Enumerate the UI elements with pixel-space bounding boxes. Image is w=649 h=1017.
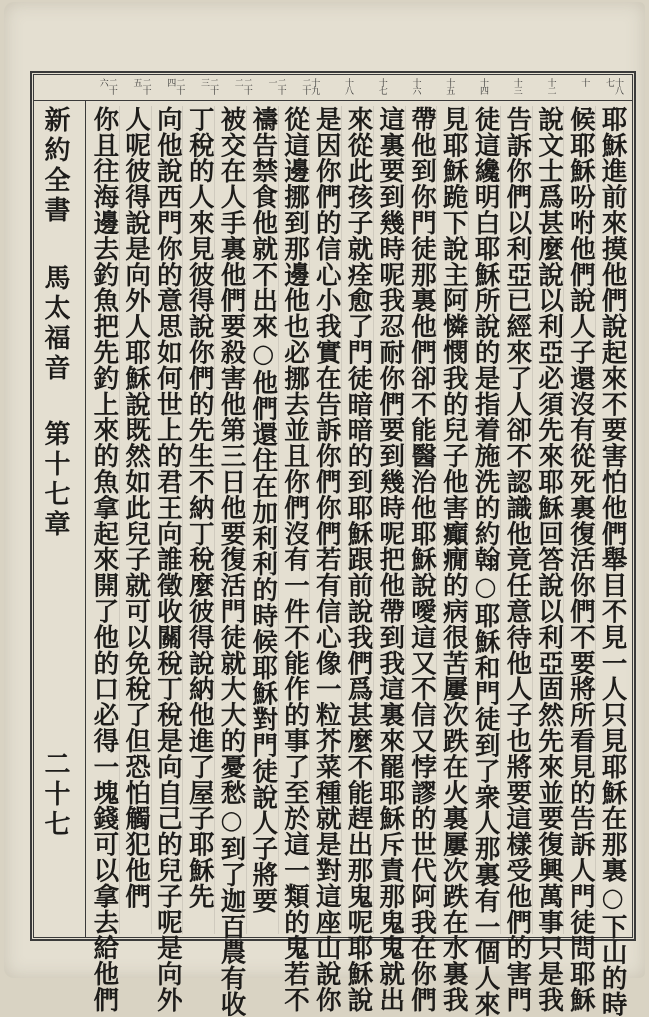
verse-number: 二十六 bbox=[97, 78, 117, 94]
verse-number: 二十五 bbox=[131, 78, 151, 94]
text-column: 人呢彼得說是向外人耶穌說既然如此兒子就可以免稅了但恐怕觸犯他們 bbox=[121, 106, 152, 909]
verse-number: 十八七 bbox=[604, 78, 623, 94]
text-column: 禱告禁食他就不出來○他們還住在加利利的時候耶穌對門徒說人子將要 bbox=[248, 106, 279, 914]
text-column: 來從此孩子就痊愈了門徒暗暗的到耶穌跟前說我們爲甚麼不能趕出那鬼呢耶穌說 bbox=[343, 106, 374, 1013]
column-divider bbox=[563, 106, 564, 934]
column-divider bbox=[373, 106, 374, 934]
column-divider bbox=[595, 106, 596, 934]
page-number: 二十七 bbox=[40, 750, 70, 840]
column-divider bbox=[278, 106, 279, 934]
column-divider bbox=[436, 106, 437, 934]
text-column: 從這邊挪到那邊他也必挪去並且你們沒有一件不能作的事了至於這一類的鬼若不 bbox=[279, 106, 310, 1013]
column-divider bbox=[500, 106, 501, 934]
verse-number: 二十一 bbox=[266, 78, 286, 94]
text-column: 被交在人手裏他們要殺害他第三日他要復活門徒就大大的憂愁○到了迦百農有收 bbox=[216, 106, 247, 1017]
column-divider bbox=[119, 106, 120, 934]
verse-number: 十四 bbox=[478, 78, 488, 94]
verse-number: 十 bbox=[579, 78, 590, 86]
text-column: 是因你們的信心小我實在告訴你們你們若有信心像一粒芥菜種就是對這座山說你 bbox=[311, 106, 342, 1013]
verse-number: 十八 bbox=[343, 78, 353, 94]
column-divider bbox=[182, 106, 183, 934]
text-column: 說文士爲甚麼說以利亞必須先來耶穌回答說以利亞固然先來並要復興萬事只是我 bbox=[534, 106, 565, 1013]
verse-number-row bbox=[34, 74, 632, 101]
text-column: 向他說西門你的意思如何世上的君王向誰徵收關稅丁稅是向自己的兒子呢是向外 bbox=[152, 106, 183, 1013]
text-column: 這裏要到幾時呢我忍耐你們要到幾時呢把他帶到我這裏來罷耶穌斥責那鬼鬼就出 bbox=[375, 106, 406, 1013]
book-title: 新約全書 bbox=[40, 106, 70, 226]
verse-number: 二十二 bbox=[232, 78, 252, 94]
text-column: 候耶穌吩咐他們說人子還沒有從死裏復活你們不要將所看見的告訴人門徒問耶穌 bbox=[565, 106, 596, 1013]
text-column: 見耶穌跪下說主阿憐憫我的兒子他害癲癇的病很苦屢次跌在火裏屢次跌在水裏我 bbox=[438, 106, 469, 1013]
column-divider bbox=[532, 106, 533, 934]
text-column: 告訴你們以利亞已經來了人卻不認識他竟任意待他人子也將要這樣受他們的害門 bbox=[502, 106, 533, 1013]
text-column: 耶穌進前來摸他們說起來不要害怕他們舉目不見一人只見耶穌在那裏○下山的時 bbox=[597, 106, 628, 1017]
chapter-title: 第十七章 bbox=[40, 420, 70, 540]
text-column: 帶他到你門徒那裏他們卻不能醫治他耶穌說噯這又不信又悖謬的世代阿我在你們 bbox=[407, 106, 438, 1013]
verse-number: 十六 bbox=[410, 78, 421, 94]
running-header bbox=[34, 100, 86, 938]
column-divider bbox=[151, 106, 152, 934]
verse-number: 十七 bbox=[376, 78, 387, 94]
verse-number: 二十三 bbox=[199, 78, 218, 94]
column-divider bbox=[341, 106, 342, 934]
scripture-text bbox=[88, 106, 628, 1017]
verse-number: 十二 bbox=[545, 78, 556, 94]
verse-number: 二十四 bbox=[165, 78, 185, 94]
gospel-title: 馬太福音 bbox=[40, 264, 70, 384]
text-column: 丁稅的人來見彼得說你們的先生不納丁稅麼彼得說納他進了屋子耶穌先 bbox=[184, 106, 215, 909]
verse-number: 十九二十 bbox=[300, 78, 320, 94]
column-divider bbox=[309, 106, 310, 934]
verse-number: 十五 bbox=[444, 78, 455, 94]
column-divider bbox=[405, 106, 406, 934]
verse-number: 十三 bbox=[511, 78, 522, 94]
column-divider bbox=[246, 106, 247, 934]
text-column: 徒這纔明白耶穌所說的是指着施洗的約翰○耶穌和門徒到了衆人那裏有一個人來 bbox=[470, 106, 501, 1017]
column-divider bbox=[214, 106, 215, 934]
column-divider bbox=[468, 106, 469, 934]
text-column: 你且往海邊去釣魚把先釣上來的魚拿起來開了他的口必得一塊錢可以拿去給他們 bbox=[89, 106, 120, 1013]
